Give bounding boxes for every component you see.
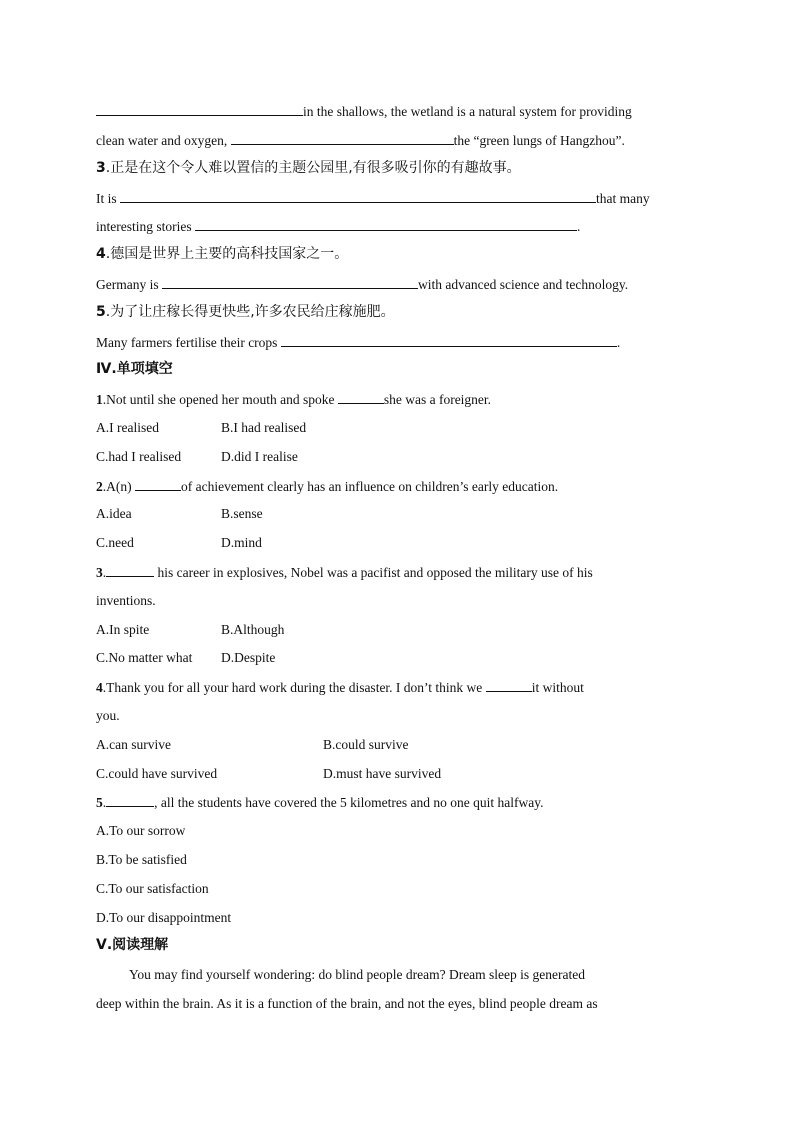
sentence-text: interesting stories (96, 219, 192, 234)
mc-q4-option-d[interactable]: D.must have survived (323, 766, 442, 781)
question-number: 5 (96, 795, 103, 810)
sentence-text: that many (596, 191, 650, 206)
answer-blank[interactable] (162, 274, 418, 289)
question-text: it without (531, 680, 584, 695)
question-text: , all the students have covered the 5 kilometres and no one quit halfway. (154, 795, 544, 810)
mc-q1-stem (96, 389, 491, 410)
mc-q1-option-d[interactable]: D.did I realise (221, 449, 298, 464)
mc-q2-option-b[interactable]: B.sense (221, 506, 263, 521)
question-number: 1 (96, 392, 103, 407)
mc-q2-option-d[interactable]: D.mind (221, 535, 262, 550)
question-number: 5 (96, 304, 106, 320)
translation-q3-prompt (96, 158, 521, 178)
chinese-prompt: .正是在这个令人难以置信的主题公园里,有很多吸引你的有趣故事。 (105, 160, 521, 176)
sentence-text: . (616, 335, 621, 350)
question-text: .Thank you for all your hard work during the disaster. I don’t think we (102, 680, 486, 695)
answer-blank[interactable] (96, 101, 303, 116)
question-text: of achievement clearly has an influence on children’s early education. (181, 479, 559, 494)
answer-blank[interactable] (281, 332, 617, 347)
mc-q4-option-c[interactable]: C.could have survived (96, 766, 218, 781)
answer-blank[interactable] (195, 216, 577, 231)
sentence-text: with advanced science and technology. (417, 277, 629, 292)
answer-blank[interactable] (338, 389, 384, 404)
translation-q5-line1 (96, 332, 620, 353)
translation-q4-line1 (96, 274, 628, 295)
sentence-text: . (576, 219, 581, 234)
section-title-single-choice: Ⅳ.单项填空 (96, 361, 173, 377)
translation-q5-prompt (96, 302, 395, 322)
sentence-text: It is (96, 191, 117, 206)
mc-q5-stem (96, 792, 544, 813)
question-text: his career in explosives, Nobel was a pacifist and opposed the military use of his (154, 565, 593, 580)
question-number: 2 (96, 479, 103, 494)
mc-q1-option-a[interactable]: A.I realised (96, 420, 159, 435)
sentence-text: the “green lungs of Hangzhou”. (453, 133, 625, 148)
question-text: .A(n) (102, 479, 135, 494)
chinese-prompt: .德国是世界上主要的高科技国家之一。 (105, 246, 349, 262)
mc-q3-option-a[interactable]: A.In spite (96, 622, 150, 637)
mc-q4-option-b[interactable]: B.could survive (323, 737, 409, 752)
sentence-text: in the shallows, the wetland is a natural system for providing (303, 104, 632, 119)
mc-q5-option-d[interactable]: D.To our disappointment (96, 910, 232, 925)
mc-q2-option-a[interactable]: A.idea (96, 506, 132, 521)
answer-blank[interactable] (120, 188, 596, 203)
mc-q2-stem (96, 476, 558, 497)
translation-q2-line1 (96, 101, 632, 122)
mc-q4-stem (96, 677, 584, 698)
sentence-text: clean water and oxygen, (96, 133, 228, 148)
mc-q3-option-b[interactable]: B.Although (221, 622, 285, 637)
translation-q3-line2 (96, 216, 580, 237)
question-text: .Not until she opened her mouth and spoke (102, 392, 338, 407)
translation-q4-prompt (96, 244, 348, 264)
mc-q5-option-a[interactable]: A.To our sorrow (96, 823, 186, 838)
question-number: 3 (96, 160, 106, 176)
mc-q5-option-b[interactable]: B.To be satisfied (96, 852, 187, 867)
answer-blank[interactable] (231, 130, 454, 145)
reading-paragraph-line2: deep within the brain. As it is a function of the brain, and not the eyes, blind people dream as (96, 996, 598, 1011)
mc-q3-stem (96, 562, 593, 583)
reading-paragraph-line1: You may find yourself wondering: do blind people dream? Dream sleep is generated (129, 967, 586, 982)
mc-q5-option-c[interactable]: C.To our satisfaction (96, 881, 209, 896)
answer-blank[interactable] (486, 677, 532, 692)
mc-q3-option-d[interactable]: D.Despite (221, 650, 276, 665)
question-text: she was a foreigner. (383, 392, 492, 407)
chinese-prompt: .为了让庄稼长得更快些,许多农民给庄稼施肥。 (105, 304, 395, 320)
mc-q3-stem-line2: inventions. (96, 593, 156, 608)
translation-q3-line1 (96, 188, 650, 209)
question-number: 4 (96, 680, 103, 695)
sentence-text: Many farmers fertilise their crops (96, 335, 278, 350)
question-text: . (102, 795, 107, 810)
mc-q1-option-b[interactable]: B.I had realised (221, 420, 307, 435)
section-title-reading: Ⅴ.阅读理解 (96, 937, 169, 953)
mc-q2-option-c[interactable]: C.need (96, 535, 134, 550)
mc-q4-option-a[interactable]: A.can survive (96, 737, 171, 752)
answer-blank[interactable] (106, 562, 154, 577)
mc-q3-option-c[interactable]: C.No matter what (96, 650, 193, 665)
mc-q1-option-c[interactable]: C.had I realised (96, 449, 182, 464)
answer-blank[interactable] (106, 792, 154, 807)
question-text: . (102, 565, 107, 580)
answer-blank[interactable] (135, 476, 181, 491)
question-number: 4 (96, 246, 106, 262)
sentence-text: Germany is (96, 277, 159, 292)
translation-q2-line2 (96, 130, 625, 151)
question-number: 3 (96, 565, 103, 580)
mc-q4-stem-line2: you. (96, 708, 120, 723)
